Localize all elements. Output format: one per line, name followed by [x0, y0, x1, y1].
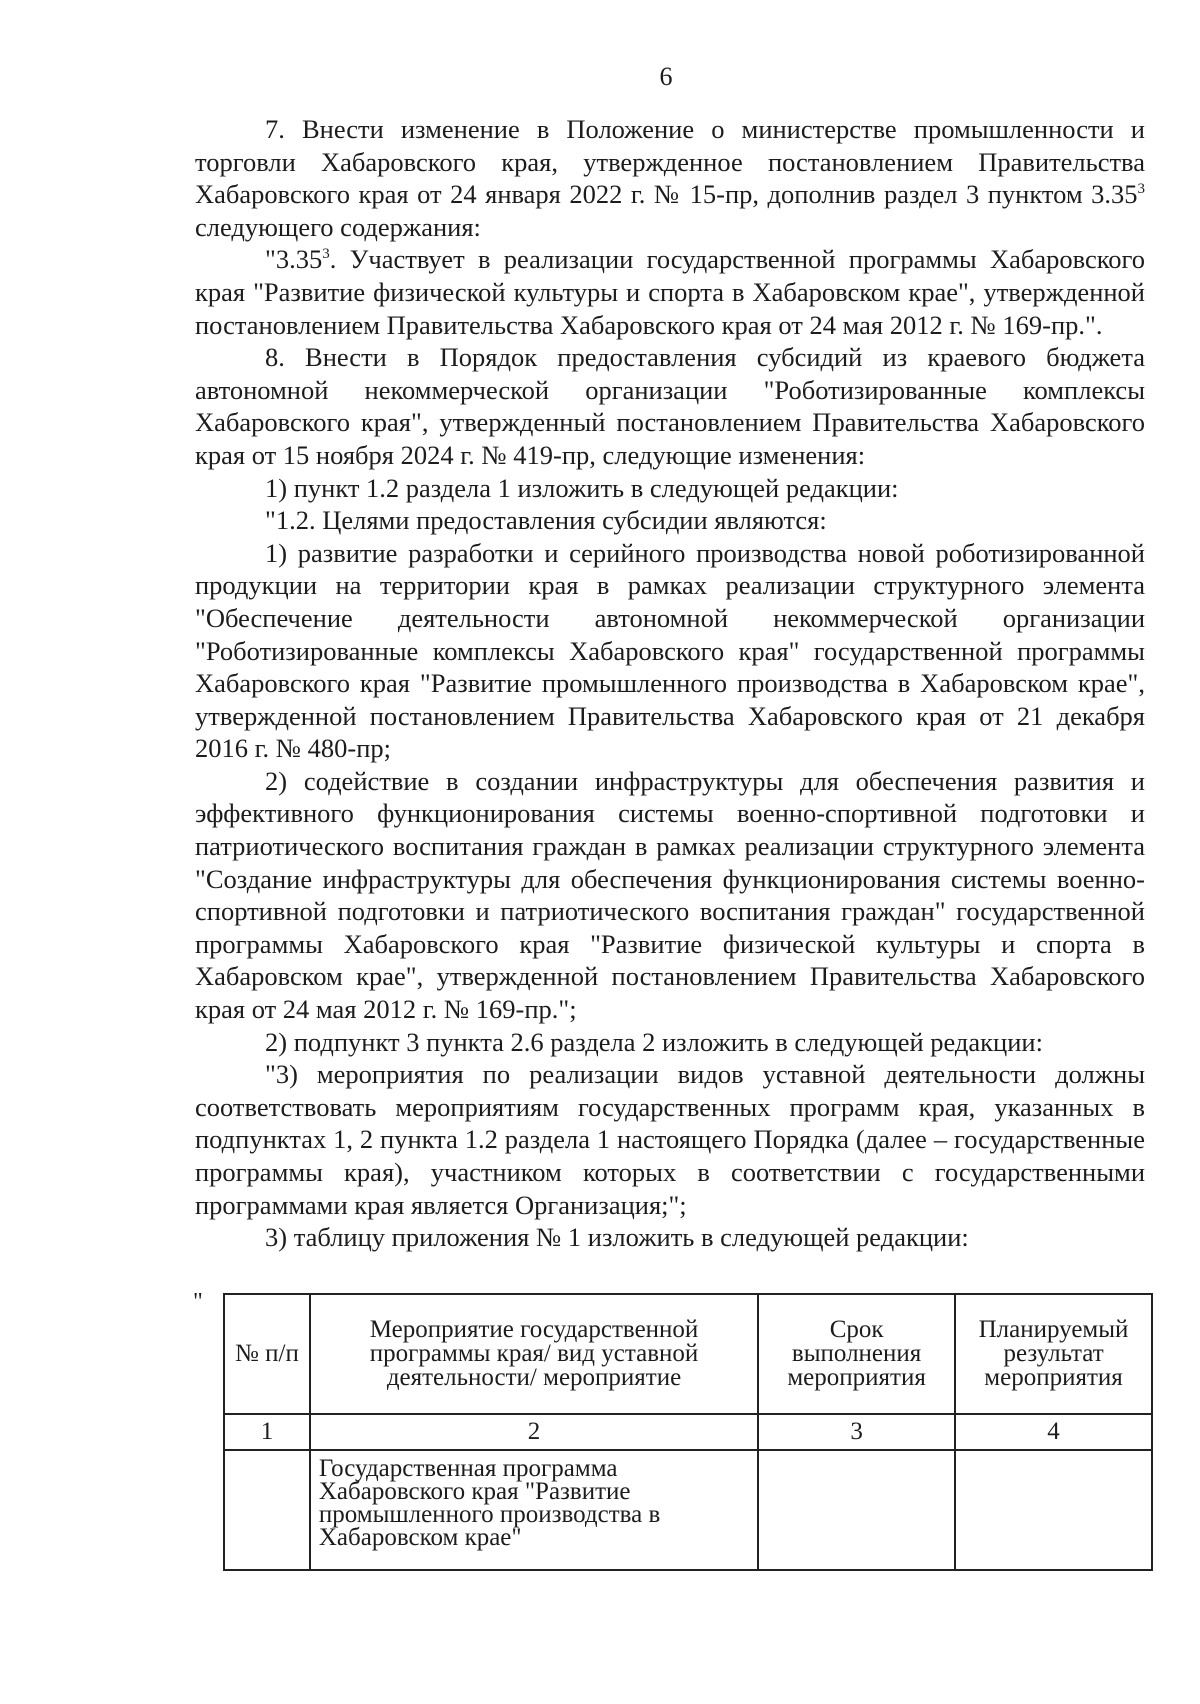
table-cell: 1 — [224, 1414, 310, 1450]
table-row — [224, 1450, 1152, 1570]
table-cell — [955, 1450, 1152, 1570]
paragraph-8-2-quote: "3) мероприятия по реализации видов уставной деятельности должны соответствовать мероприятиям государственных программ края, указанных в подпунктах 1, 2 пункта 1.2 раздела 1 настоящего Порядка (далее – государственные программы края), участником которых в соответствии с государственными программами края является Организация;"; — [195, 1059, 1145, 1220]
table-header-cell: Срок выполнения мероприятия — [758, 1294, 955, 1414]
paragraph-8-1-quote: "1.2. Целями предоставления субсидии являются: — [265, 505, 827, 536]
quote-start: "3.35 — [265, 244, 323, 275]
table-header-cell: Мероприятие государственной программы края/ вид уставной деятельности/ мероприятие — [310, 1294, 758, 1414]
paragraph-7 — [195, 113, 1145, 243]
paragraph-7-tail: следующего содержания: — [195, 211, 481, 242]
table-header-cell: Планируемый результат мероприятия — [955, 1294, 1152, 1414]
table-header-row — [224, 1294, 1152, 1414]
paragraph-7-quote — [195, 243, 1145, 341]
table-column-number-row — [224, 1414, 1152, 1450]
events-table — [223, 1293, 1153, 1571]
open-quote-mark: " — [193, 1289, 203, 1315]
paragraph-8-1-item-1: 1) развитие разработки и серийного производства новой роботизированной продукции на территории края в рамках реализации структурного элемента "Обеспечение деятельности автономной некоммерческой организации "Роботизированные комплексы Хабаровского края" государственной программы Хабаровского края "Развитие промышленного производства в Хабаровском крае", утвержденной постановлением Правительства Хабаровского края от 21 декабря 2016 г. № 480-пр; — [195, 537, 1145, 764]
table-cell: 3 — [758, 1414, 955, 1450]
document-body — [195, 113, 1145, 1254]
table-cell: 4 — [955, 1414, 1152, 1450]
page-number: 6 — [659, 62, 673, 91]
paragraph-7-text: 7. Внести изменение в Положение о министерстве промышленности и торговли Хабаровского края, утвержденное постановлением Правительства Хабаровского края от 24 января 2022 г. № 15-пр, дополнив раздел 3 пунктом 3.35 — [195, 114, 1145, 210]
table-cell: 2 — [310, 1414, 758, 1450]
table-cell: Государственная программа Хабаровского края "Развитие промышленного производства в Хабаровском крае" — [310, 1450, 758, 1570]
table-cell — [758, 1450, 955, 1570]
paragraph-8-1: 1) пункт 1.2 раздела 1 изложить в следующей редакции: — [265, 472, 899, 503]
table-cell — [224, 1450, 310, 1570]
quote-text: . Участвует в реализации государственной программы Хабаровского края "Развитие физической культуры и спорта в Хабаровском крае", утвержденной постановлением Правительства Хабаровского края от 24 мая 2012 г. № 169-пр.". — [195, 244, 1145, 340]
paragraph-8-3: 3) таблицу приложения № 1 изложить в следующей редакции: — [265, 1222, 969, 1253]
paragraph-8-1-item-2: 2) содействие в создании инфраструктуры для обеспечения развития и эффективного функционирования системы военно-спортивной подготовки и патриотического воспитания граждан в рамках реализации структурного элемента "Создание инфраструктуры для обеспечения функционирования системы военно-спортивной подготовки и патриотического воспитания граждан" государственной программы Хабаровского края "Развитие физической культуры и спорта в Хабаровском крае", утвержденной постановлением Правительства Хабаровского края от 24 мая 2012 г. № 169-пр."; — [195, 765, 1145, 1025]
paragraph-8: 8. Внести в Порядок предоставления субсидий из краевого бюджета автономной некоммерческой организации "Роботизированные комплексы Хабаровского края", утвержденный постановлением Правительства Хабаровского края от 15 ноября 2024 г. № 419-пр, следующие изменения: — [195, 342, 1145, 470]
superscript: 3 — [322, 246, 330, 263]
paragraph-8-2: 2) подпункт 3 пункта 2.6 раздела 2 изложить в следующей редакции: — [265, 1026, 1043, 1057]
superscript: 3 — [1137, 181, 1145, 198]
table-header-cell: № п/п — [224, 1294, 310, 1414]
